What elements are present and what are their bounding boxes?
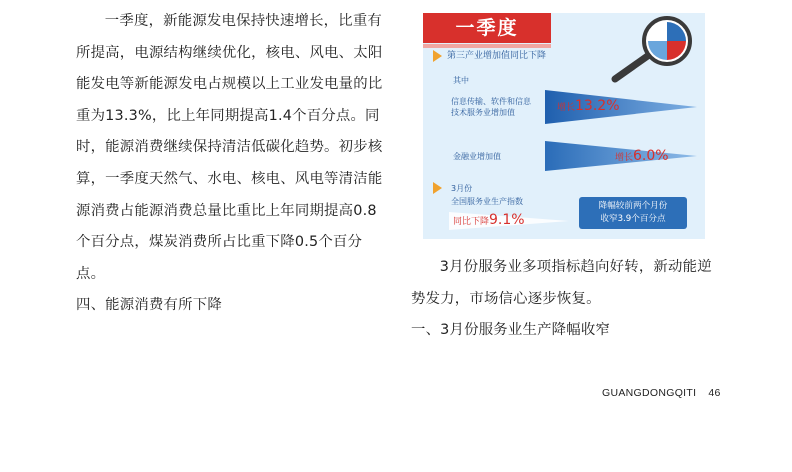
- item2-value-number: 6.0%: [633, 148, 669, 164]
- note-line2: 收窄3.9个百分点: [600, 214, 666, 224]
- page-number: 46: [708, 387, 721, 399]
- subsection-label: 其中: [453, 76, 469, 85]
- services-paragraph: 3月份服务业多项指标趋向好转，新动能逆势发力，市场信心逐步恢复。: [411, 259, 712, 307]
- bullet-icon-march: [433, 182, 442, 194]
- publication-name: GUANGDONGQITI: [602, 387, 697, 399]
- section-heading-services: 一、3月份服务业生产降幅收窄: [411, 322, 611, 339]
- item2-label: 金融业增加值: [453, 152, 501, 161]
- march-index-label: 全国服务业生产指数: [451, 197, 523, 206]
- march-value-number: 9.1%: [489, 212, 525, 228]
- infographic-title: 一季度: [423, 13, 551, 43]
- section-heading-energy-consumption: 四、能源消费有所下降: [76, 297, 222, 314]
- title-stripe: [423, 44, 551, 48]
- march-value: [453, 212, 525, 228]
- item1-value-prefix: 增长: [557, 103, 576, 113]
- page-footer: [602, 387, 721, 399]
- item1-value-number: 13.2%: [575, 98, 620, 114]
- march-value-prefix: 同比下降: [453, 217, 490, 227]
- right-text-column: [411, 252, 723, 347]
- item2-value: [615, 148, 669, 164]
- item1-label: 信息传输、软件和信息技术服务业增加值: [451, 97, 531, 117]
- left-text-column: [76, 6, 386, 322]
- section-title: 第三产业增加值同比下降: [447, 51, 547, 61]
- note-line1: 降幅较前两个月份: [598, 201, 668, 211]
- energy-paragraph: 一季度，新能源发电保持快速增长，比重有所提高，电源结构继续优化，核电、风电、太阳能发电等新能源发电占规模以上工业发电量的比重为13.3%，比上年同期提高1.4个百分点。同时，能源消费继续保持清洁低碳化趋势。初步核算，一季度天然气、水电、核电、风电等清洁能源消费占能源消费总量比重比上年同期提高0.8个百分点，煤炭消费所占比重下降0.5个百分点。: [76, 13, 383, 282]
- q1-infographic: [423, 13, 705, 239]
- bullet-icon: [433, 50, 442, 62]
- note-box: [579, 197, 687, 229]
- magnifier-icon: [609, 15, 703, 85]
- item1-value: [557, 98, 620, 114]
- item2-value-prefix: 增长: [615, 153, 634, 163]
- march-label: 3月份: [451, 184, 473, 193]
